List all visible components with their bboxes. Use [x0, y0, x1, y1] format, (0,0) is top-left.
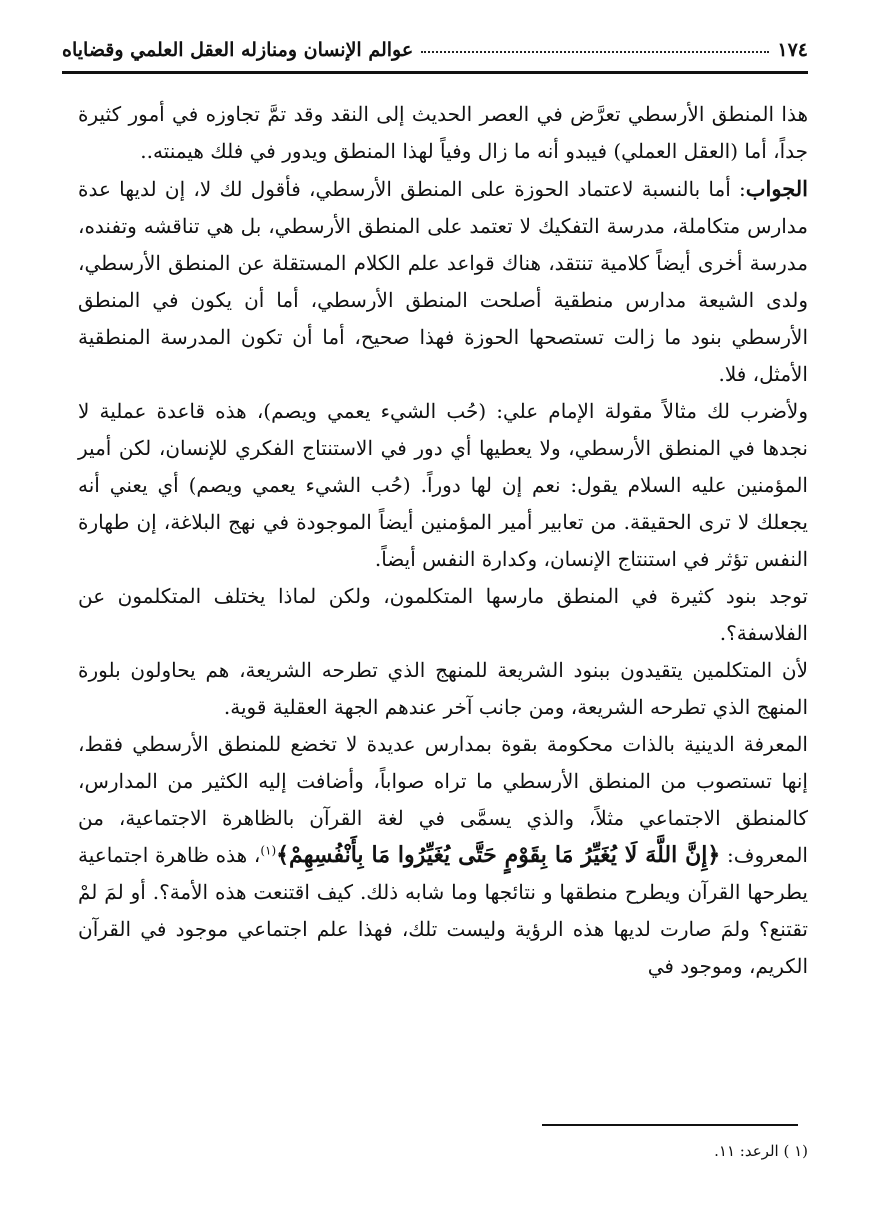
header-rule — [62, 71, 808, 74]
paragraph-text: ولأضرب لك مثالاً مقولة الإمام علي: (حُب الشيء يعمي ويصم)، هذه قاعدة عملية لا نجدها في المنطق الأرسطي، ولا يعطيها أي دور في الاستنتاج الفكري للإنسان، لكن أمير المؤمنين عليه السلام يقول: نعم إن لها دوراً. (حُب الشيء يعمي ويصم) أي يعني أنه يجعلك لا ترى الحقيقة. من تعابير أمير المؤمنين أيضاً الموجودة في نهج البلاغة، إن طهارة النفس تؤثر في استنتاج الإنسان، وكدارة النفس أيضاً. — [78, 399, 808, 571]
paragraph-text: : أما بالنسبة لاعتماد الحوزة على المنطق الأرسطي، فأقول لك لا، إن لديها عدة مدارس متكاملة، مدرسة التفكيك لا تعتمد على المنطق الأرسطي، بل هي تناقشه وتفنده، مدرسة أخرى أيضاً كلامية تنتقد، هناك قواعد علم الكلام المستقلة عن المنطق الأرسطي، ولدى الشيعة مدارس منطقية أصلحت المنطق الأرسطي، أما أن يكون في المنطق الأرسطي بنود ما زالت تستصحها الحوزة فهذا صحيح، أما أن تكون المدرسة المنطقية الأمثل، فلا. — [78, 177, 809, 386]
paragraph — [78, 578, 808, 652]
quran-verse: ﴿إِنَّ اللَّهَ لَا يُغَيِّرُ مَا بِقَوْمٍ حَتَّى يُغَيِّرُوا مَا بِأَنْفُسِهِمْ﴾ — [276, 842, 721, 868]
paragraph-text: المعرفة الدينية بالذات محكومة بقوة بمدارس عديدة لا تخضع للمنطق الأرسطي فقط، إنها تستصوب من المنطق الأرسطي ما تراه صواباً، وأضافت إليه الكثير من المدارس، كالمنطق الاجتماعي مثلاً، والذي يسمَّى في لغة القرآن بالظاهرة الاجتماعية، من المعروف: — [78, 732, 808, 867]
answer-lead-word: الجواب — [745, 176, 808, 201]
paragraph — [78, 652, 808, 726]
paragraph-text: لأن المتكلمين يتقيدون ببنود الشريعة للمنهج الذي تطرحه الشريعة، هم يحاولون بلورة المنهج الذي تطرحه الشريعة، ومن جانب آخر عندهم الجهة العقلية قوية. — [78, 658, 808, 719]
footnote: (١ ) الرعد: ١١. — [714, 1142, 808, 1160]
footnote-marker[interactable]: (١) — [260, 843, 277, 858]
paragraph — [78, 170, 808, 393]
body-text — [78, 96, 808, 985]
paragraph-text: توجد بنود كثيرة في المنطق مارسها المتكلمون، ولكن لماذا يختلف المتكلمون عن الفلاسفة؟. — [78, 584, 808, 645]
page-header — [62, 30, 808, 70]
paragraph-text: ، هذه ظاهرة اجتماعية يطرحها القرآن ويطرح منطقها و نتائجها وما شابه ذلك. كيف اقتنعت هذه الأمة؟. أو لمَ لمْ تقتنع؟ ولمَ صارت لديها هذه الرؤية وليست تلك، فهذا علم اجتماعي موجود في القرآن الكريم، وموجود في — [78, 843, 809, 978]
running-title: عوالم الإنسان ومنازله العقل العلمي وقضاياه — [62, 39, 414, 61]
paragraph — [78, 726, 808, 985]
paragraph — [78, 393, 808, 578]
paragraph-text: هذا المنطق الأرسطي تعرَّض في العصر الحديث إلى النقد وقد تمَّ تجاوزه في أمور كثيرة جداً، أما (العقل العملي) فيبدو أنه ما زال وفياً لهذا المنطق ويدور في فلك هيمنته.. — [78, 102, 809, 163]
page-number: ١٧٤ — [777, 39, 808, 61]
paragraph — [78, 96, 808, 170]
header-dot-leader — [421, 51, 769, 53]
footnote-rule — [542, 1124, 798, 1126]
